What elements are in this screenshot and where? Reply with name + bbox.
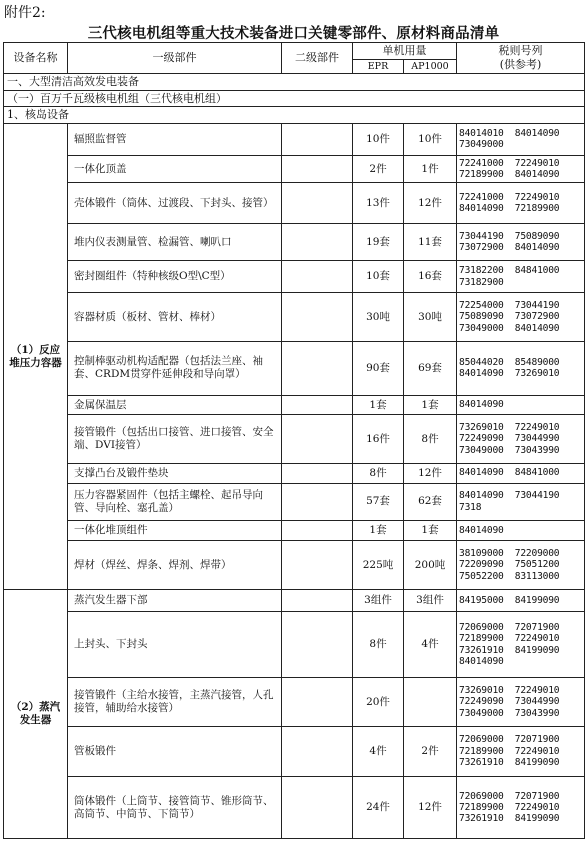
- epr-usage-cell: 10件: [353, 123, 404, 155]
- epr-usage-cell: 90套: [353, 341, 404, 395]
- ap1000-usage-cell: 1套: [404, 520, 457, 540]
- level1-part-cell: 金属保温层: [68, 395, 282, 415]
- tariff-codes-cell: 84014090: [457, 395, 585, 415]
- tariff-codes-cell: 84014010 84014090 73049000: [457, 123, 585, 155]
- level1-part-cell: 一体化堆顶组件: [68, 520, 282, 540]
- header-level2: 二级部件: [282, 43, 353, 74]
- epr-usage-cell: 19套: [353, 223, 404, 260]
- level2-part-cell: [282, 463, 353, 483]
- level2-part-cell: [282, 777, 353, 839]
- tariff-codes-cell: 85044020 85489000 84014090 73269010: [457, 341, 585, 395]
- table-row: [4, 155, 585, 183]
- epr-usage-cell: 16件: [353, 415, 404, 463]
- ap1000-usage-cell: 10件: [404, 123, 457, 155]
- level2-part-cell: [282, 590, 353, 612]
- level2-part-cell: [282, 678, 353, 726]
- device-name-cell: （1）反应 堆压力容器: [4, 123, 68, 589]
- table-row: [4, 678, 585, 726]
- tariff-codes-cell: 72069000 72071900 72189900 72249010 73261910 84199090: [457, 726, 585, 777]
- level1-part-cell: 辐照监督管: [68, 123, 282, 155]
- epr-usage-cell: 8件: [353, 463, 404, 483]
- ap1000-usage-cell: 200吨: [404, 540, 457, 590]
- table-row: [4, 123, 585, 155]
- section-heading-1: 一、大型清洁高效发电装备: [4, 74, 585, 91]
- ap1000-usage-cell: [404, 678, 457, 726]
- header-device: 设备名称: [4, 43, 68, 74]
- ap1000-usage-cell: 3组件: [404, 590, 457, 612]
- table-row: [4, 395, 585, 415]
- epr-usage-cell: 10套: [353, 261, 404, 293]
- level1-part-cell: 控制棒驱动机构适配器（包括法兰座、袖套、CRDM贯穿件延伸段和导向罩）: [68, 341, 282, 395]
- level1-part-cell: 接管锻件（主给水接管，主蒸汽接管，人孔接管，辅助给水接管）: [68, 678, 282, 726]
- tariff-codes-cell: 73269010 72249010 72249090 73044990 73049000 73043990: [457, 678, 585, 726]
- header-level1: 一级部件: [68, 43, 282, 74]
- section-row: [4, 90, 585, 107]
- level2-part-cell: [282, 612, 353, 678]
- section-heading-2: （一）百万千瓦级核电机组（三代核电机组）: [4, 90, 585, 107]
- commodity-table: [3, 42, 585, 839]
- ap1000-usage-cell: 1件: [404, 155, 457, 183]
- device-name-cell: （2）蒸汽 发生器: [4, 590, 68, 839]
- level1-part-cell: 支撑凸台及锻件垫块: [68, 463, 282, 483]
- epr-usage-cell: 57套: [353, 483, 404, 520]
- table-row: [4, 223, 585, 260]
- header-epr: EPR: [353, 59, 404, 74]
- tariff-codes-cell: 72069000 72071900 72189900 72249010 73261910 84199090: [457, 777, 585, 839]
- epr-usage-cell: 1套: [353, 520, 404, 540]
- ap1000-usage-cell: 1套: [404, 395, 457, 415]
- table-row: [4, 612, 585, 678]
- tariff-codes-cell: 73044190 75089090 73072900 84014090: [457, 223, 585, 260]
- section-row: [4, 74, 585, 91]
- level2-part-cell: [282, 155, 353, 183]
- level2-part-cell: [282, 261, 353, 293]
- tariff-codes-cell: 73269010 72249010 72249090 73044990 73049000 73043990: [457, 415, 585, 463]
- level1-part-cell: 壳体锻件（筒体、过渡段、下封头、接管）: [68, 183, 282, 224]
- ap1000-usage-cell: 62套: [404, 483, 457, 520]
- tariff-codes-cell: 84195000 84199090: [457, 590, 585, 612]
- ap1000-usage-cell: 69套: [404, 341, 457, 395]
- table-row: [4, 590, 585, 612]
- tariff-codes-cell: 84014090 73044190 7318: [457, 483, 585, 520]
- ap1000-usage-cell: 16套: [404, 261, 457, 293]
- epr-usage-cell: 24件: [353, 777, 404, 839]
- header-unit-usage: 单机用量: [353, 43, 457, 60]
- tariff-codes-cell: 84014090 84841000: [457, 463, 585, 483]
- table-row: [4, 183, 585, 224]
- level1-part-cell: 压力容器紧固件（包括主螺栓、起吊导向管、导向栓、塞孔盖）: [68, 483, 282, 520]
- epr-usage-cell: 2件: [353, 155, 404, 183]
- table-row: [4, 341, 585, 395]
- level1-part-cell: 容器材质（板材、管材、棒材）: [68, 293, 282, 341]
- level1-part-cell: 一体化顶盖: [68, 155, 282, 183]
- level2-part-cell: [282, 520, 353, 540]
- table-row: [4, 520, 585, 540]
- level2-part-cell: [282, 183, 353, 224]
- level1-part-cell: 接管锻件（包括出口接管、进口接管、安全端、DVI接管）: [68, 415, 282, 463]
- tariff-codes-cell: 72254000 73044190 75089090 73072900 73049000 84014090: [457, 293, 585, 341]
- page-title: 三代核电机组等重大技术装备进口关键零部件、原材料商品清单: [87, 25, 500, 42]
- epr-usage-cell: 20件: [353, 678, 404, 726]
- ap1000-usage-cell: 4件: [404, 612, 457, 678]
- level2-part-cell: [282, 223, 353, 260]
- level2-part-cell: [282, 293, 353, 341]
- ap1000-usage-cell: 12件: [404, 463, 457, 483]
- level2-part-cell: [282, 726, 353, 777]
- level1-part-cell: 焊材（焊丝、焊条、焊剂、焊带）: [68, 540, 282, 590]
- level2-part-cell: [282, 395, 353, 415]
- level1-part-cell: 堆内仪表测量管、检漏管、喇叭口: [68, 223, 282, 260]
- ap1000-usage-cell: 12件: [404, 183, 457, 224]
- ap1000-usage-cell: 11套: [404, 223, 457, 260]
- epr-usage-cell: 225吨: [353, 540, 404, 590]
- tariff-codes-cell: 73182200 84841000 73182900: [457, 261, 585, 293]
- ap1000-usage-cell: 8件: [404, 415, 457, 463]
- header-ap1000: AP1000: [404, 59, 457, 74]
- tariff-codes-cell: 72241000 72249010 72189900 84014090: [457, 155, 585, 183]
- ap1000-usage-cell: 30吨: [404, 293, 457, 341]
- level1-part-cell: 筒体锻件（上筒节、接管筒节、锥形筒节、高筒节、中筒节、下筒节）: [68, 777, 282, 839]
- annex-label: 附件2:: [4, 5, 46, 21]
- header-row: [4, 43, 585, 60]
- level2-part-cell: [282, 123, 353, 155]
- epr-usage-cell: 1套: [353, 395, 404, 415]
- table-row: [4, 540, 585, 590]
- ap1000-usage-cell: 12件: [404, 777, 457, 839]
- level1-part-cell: 密封圈组件（特种核级O型\C型）: [68, 261, 282, 293]
- section-heading-3: 1、核岛设备: [4, 107, 585, 124]
- table-row: [4, 777, 585, 839]
- level1-part-cell: 上封头、下封头: [68, 612, 282, 678]
- epr-usage-cell: 3组件: [353, 590, 404, 612]
- tariff-codes-cell: 84014090: [457, 520, 585, 540]
- epr-usage-cell: 13件: [353, 183, 404, 224]
- tariff-codes-cell: 72241000 72249010 84014090 72189900: [457, 183, 585, 224]
- table-row: [4, 463, 585, 483]
- section-row: [4, 107, 585, 124]
- level2-part-cell: [282, 415, 353, 463]
- level2-part-cell: [282, 540, 353, 590]
- table-row: [4, 483, 585, 520]
- level1-part-cell: 管板锻件: [68, 726, 282, 777]
- ap1000-usage-cell: 2件: [404, 726, 457, 777]
- tariff-codes-cell: 72069000 72071900 72189900 72249010 73261910 84199090 84014090: [457, 612, 585, 678]
- epr-usage-cell: 4件: [353, 726, 404, 777]
- level2-part-cell: [282, 341, 353, 395]
- table-row: [4, 261, 585, 293]
- epr-usage-cell: 30吨: [353, 293, 404, 341]
- header-tariff: 税则号列 (供参考): [457, 43, 585, 74]
- level2-part-cell: [282, 483, 353, 520]
- table-row: [4, 415, 585, 463]
- epr-usage-cell: 8件: [353, 612, 404, 678]
- level1-part-cell: 蒸汽发生器下部: [68, 590, 282, 612]
- table-row: [4, 726, 585, 777]
- tariff-codes-cell: 38109000 72209000 72209090 75051200 75052200 83113000: [457, 540, 585, 590]
- table-row: [4, 293, 585, 341]
